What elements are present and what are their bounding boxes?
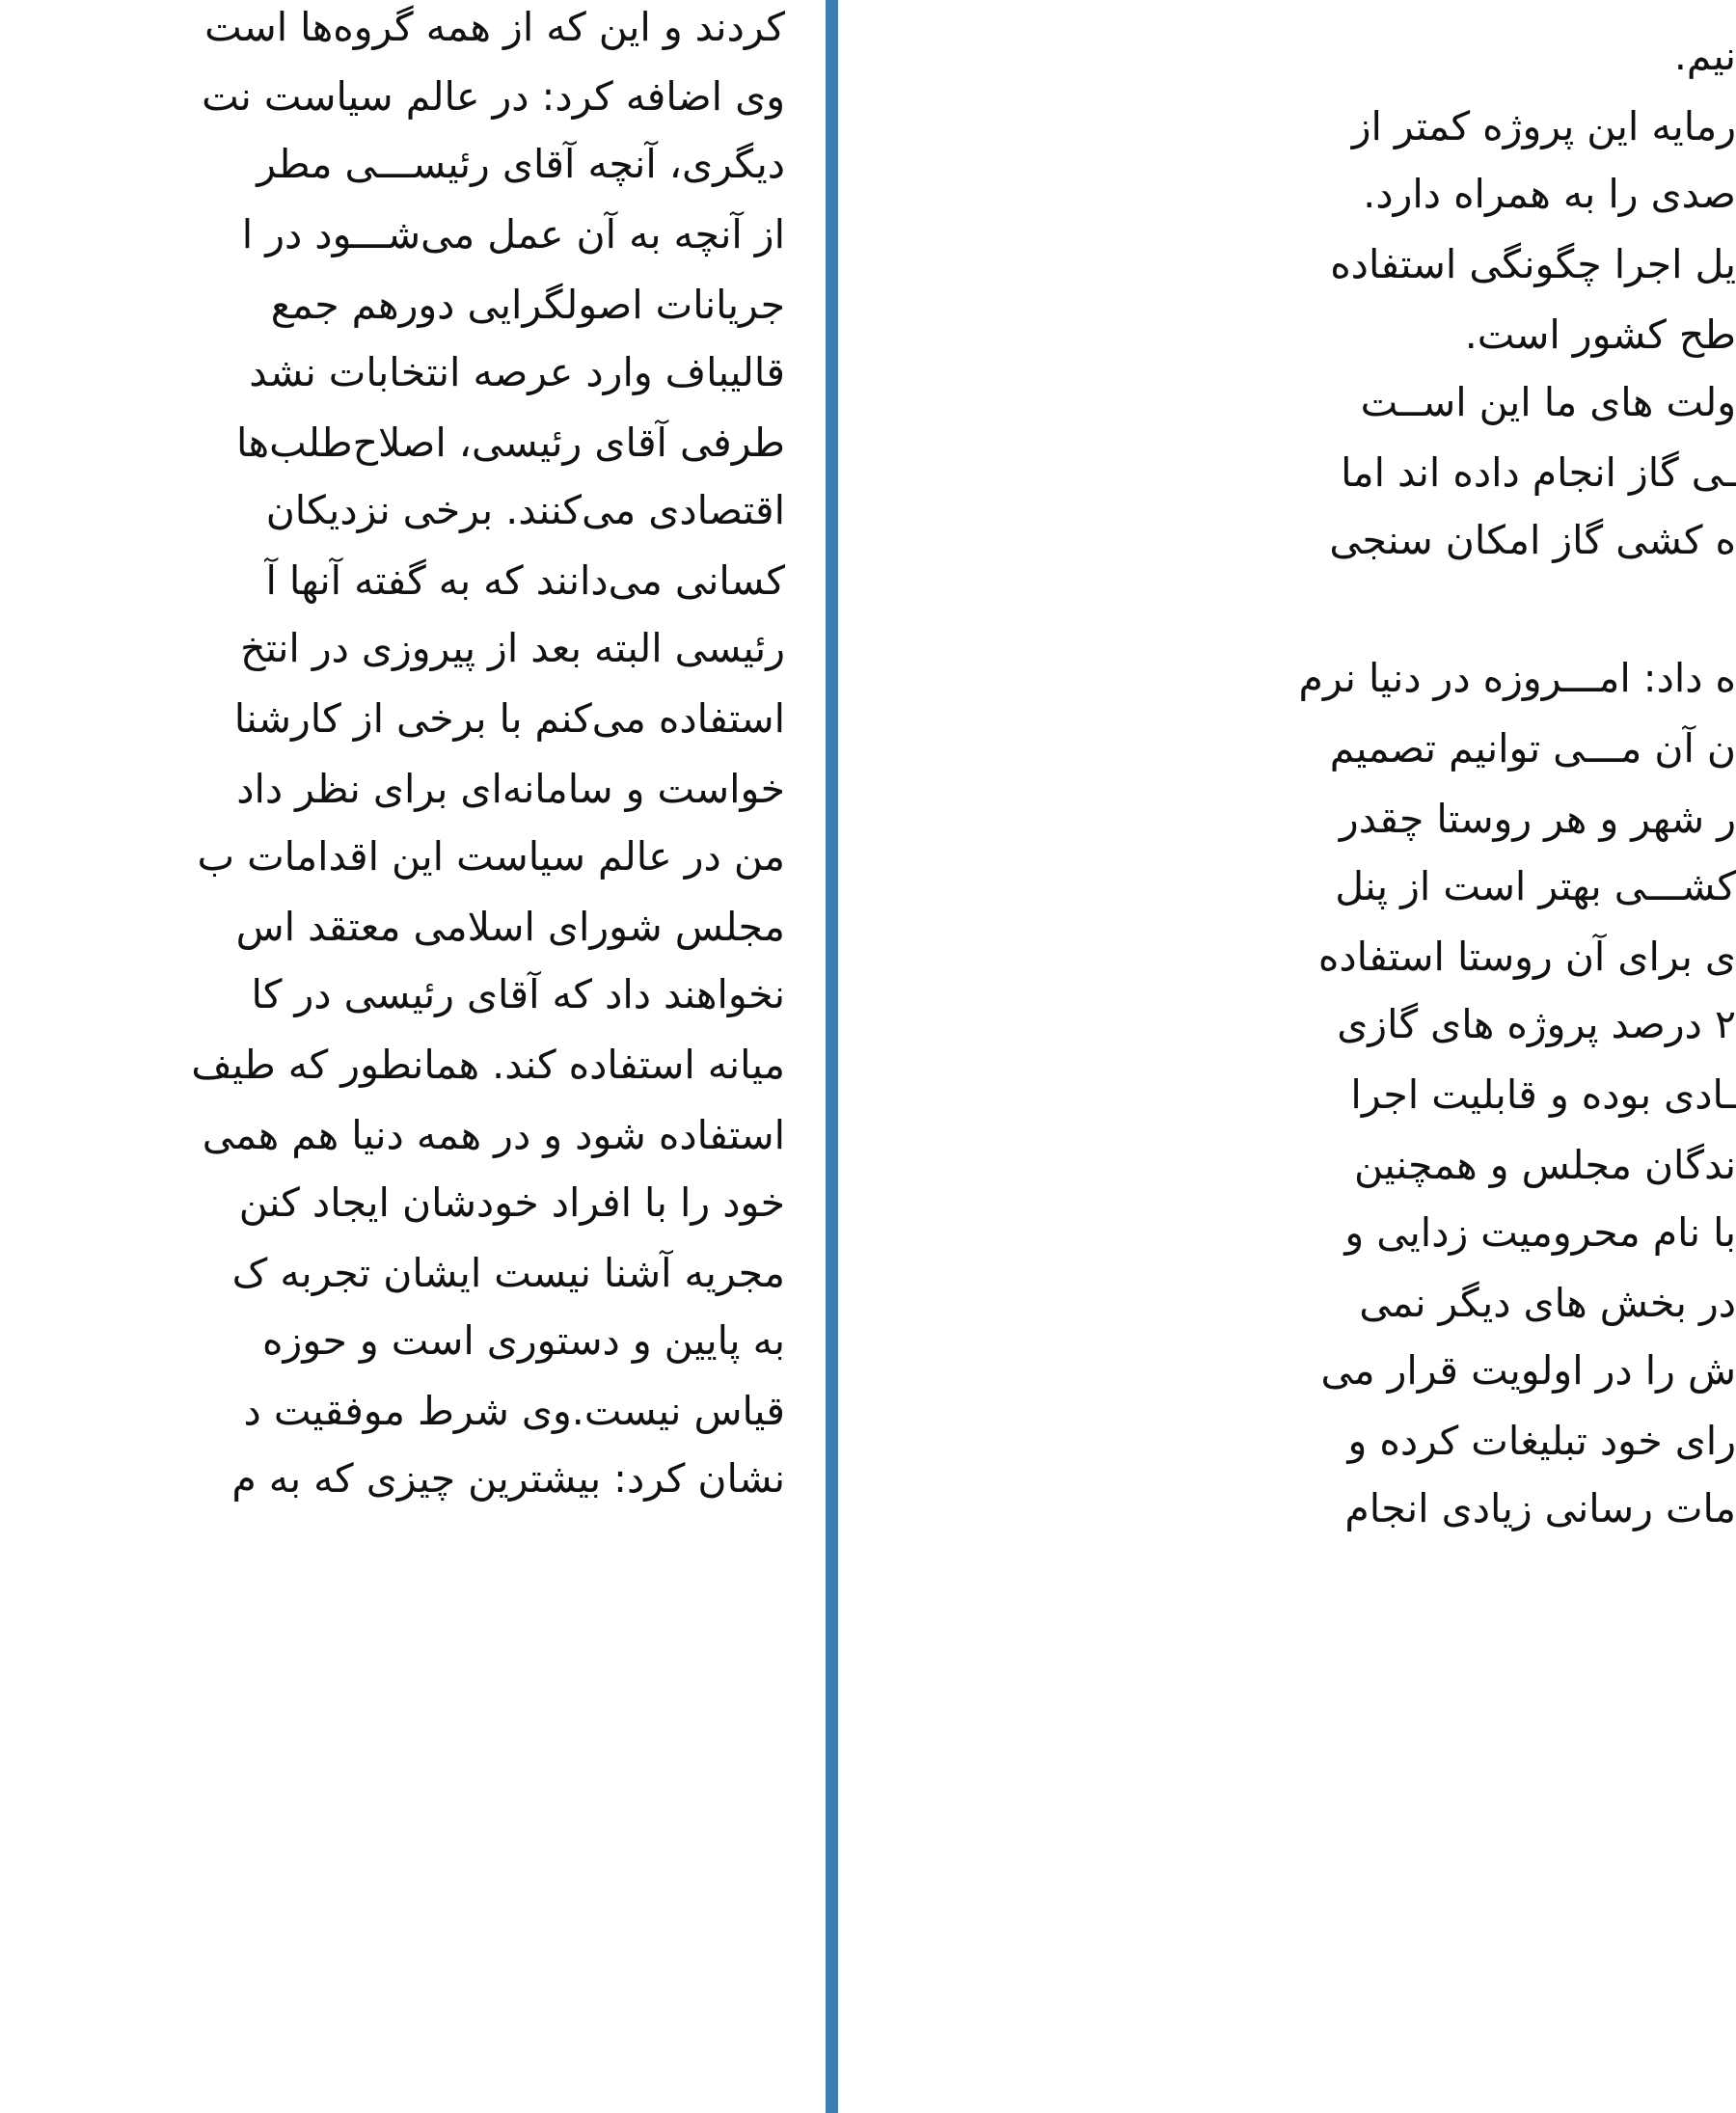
left-line-21: قیاس نیست.وی شرط موفقیت د	[243, 1388, 785, 1434]
left-line-9: کسانی می‌دانند که به گفته آنها آ	[265, 557, 785, 604]
left-line-18: خود را با افراد خودشان ایجاد کنن	[238, 1179, 785, 1226]
left-line-4: از آنچه به آن عمل می‌شـــود در ا	[241, 211, 785, 257]
left-line-3: دیگری، آنچه آقای رئیســـی مطر	[257, 141, 785, 187]
right-line-2: رمایه این پروژه کمتر از	[1351, 103, 1736, 149]
left-line-8: اقتصادی می‌کنند. برخی نزدیکان	[265, 487, 785, 533]
right-line-6: ولت های ما این اســت	[1360, 379, 1736, 425]
right-line-11: ن آن مـــی توانیم تصمیم	[1329, 725, 1736, 772]
left-line-2: وی اضافه کرد: در عالم سیاست نت	[202, 73, 785, 120]
left-line-14: مجلس شورای اسلامی معتقد اس	[235, 904, 785, 950]
right-line-13: کشـــی بهتر است از پنل	[1335, 863, 1736, 909]
right-line-16: ـادی بوده و قابلیت اجرا	[1350, 1071, 1736, 1118]
right-line-14: ی برای آن روستا استفاده	[1317, 934, 1736, 980]
right-line-17: ندگان مجلس و همچنین	[1354, 1142, 1736, 1188]
left-line-19: مجریه آشنا نیست ایشان تجربه ک	[231, 1250, 785, 1296]
left-line-1: کردند و این که از همه گروه‌ها است	[204, 4, 785, 50]
left-line-12: خواست و سامانه‌ای برای نظر داد	[236, 766, 785, 812]
right-line-20: ش را در اولویت قرار می	[1320, 1347, 1736, 1394]
right-line-10: ه داد: امـــروزه در دنیا نرم	[1298, 655, 1736, 701]
right-line-5: طح کشور است.	[1464, 312, 1736, 358]
left-line-17: استفاده شود و در همه دنیا هم همی	[202, 1112, 785, 1158]
left-line-13: من در عالم سیاست این اقدامات ب	[197, 833, 785, 880]
right-text-column	[863, 0, 1736, 2113]
right-line-4: یل اجرا چگونگی استفاده	[1330, 241, 1736, 287]
column-divider	[826, 0, 838, 2113]
left-line-5: جریانات اصولگرایی دورهم جمع	[270, 282, 785, 328]
right-line-22: مات رسانی زیادی انجام	[1344, 1485, 1736, 1531]
left-line-20: به پایین و دستوری است و حوزه	[262, 1317, 785, 1364]
left-line-6: قالیباف وارد عرصه انتخابات نشد	[249, 349, 785, 395]
left-line-22: نشان کرد: بیشترین چیزی که به م	[231, 1455, 785, 1502]
right-line-8: ه کشی گاز امکان سنجی	[1329, 517, 1736, 563]
left-line-15: نخواهند داد که آقای رئیسی در کا	[251, 971, 785, 1017]
left-line-11: استفاده می‌کنم با برخی از کارشنا	[233, 695, 785, 742]
left-line-16: میانه استفاده کند. همانطور که طیف	[191, 1042, 785, 1088]
left-line-7: طرفی آقای رئیسی، اصلاح‌طلب‌ها	[236, 420, 785, 466]
right-line-1: نیم.	[1673, 33, 1736, 79]
left-text-column	[0, 0, 785, 2113]
right-line-19: در بخش های دیگر نمی	[1359, 1280, 1736, 1326]
right-line-7: ـی گاز انجام داده اند اما	[1341, 449, 1736, 496]
right-line-18: با نام محرومیت زدایی و	[1344, 1209, 1736, 1256]
right-line-21: رای خود تبلیغات کرده و	[1347, 1418, 1736, 1464]
left-line-10: رئیسی البته بعد از پیروزی در انتخ	[240, 625, 785, 671]
right-line-3: صدی را به همراه دارد.	[1363, 171, 1736, 217]
right-line-12: ر شهر و هر روستا چقدر	[1339, 796, 1736, 842]
right-line-15: ۲ درصد پروژه های گازی	[1337, 1001, 1736, 1047]
